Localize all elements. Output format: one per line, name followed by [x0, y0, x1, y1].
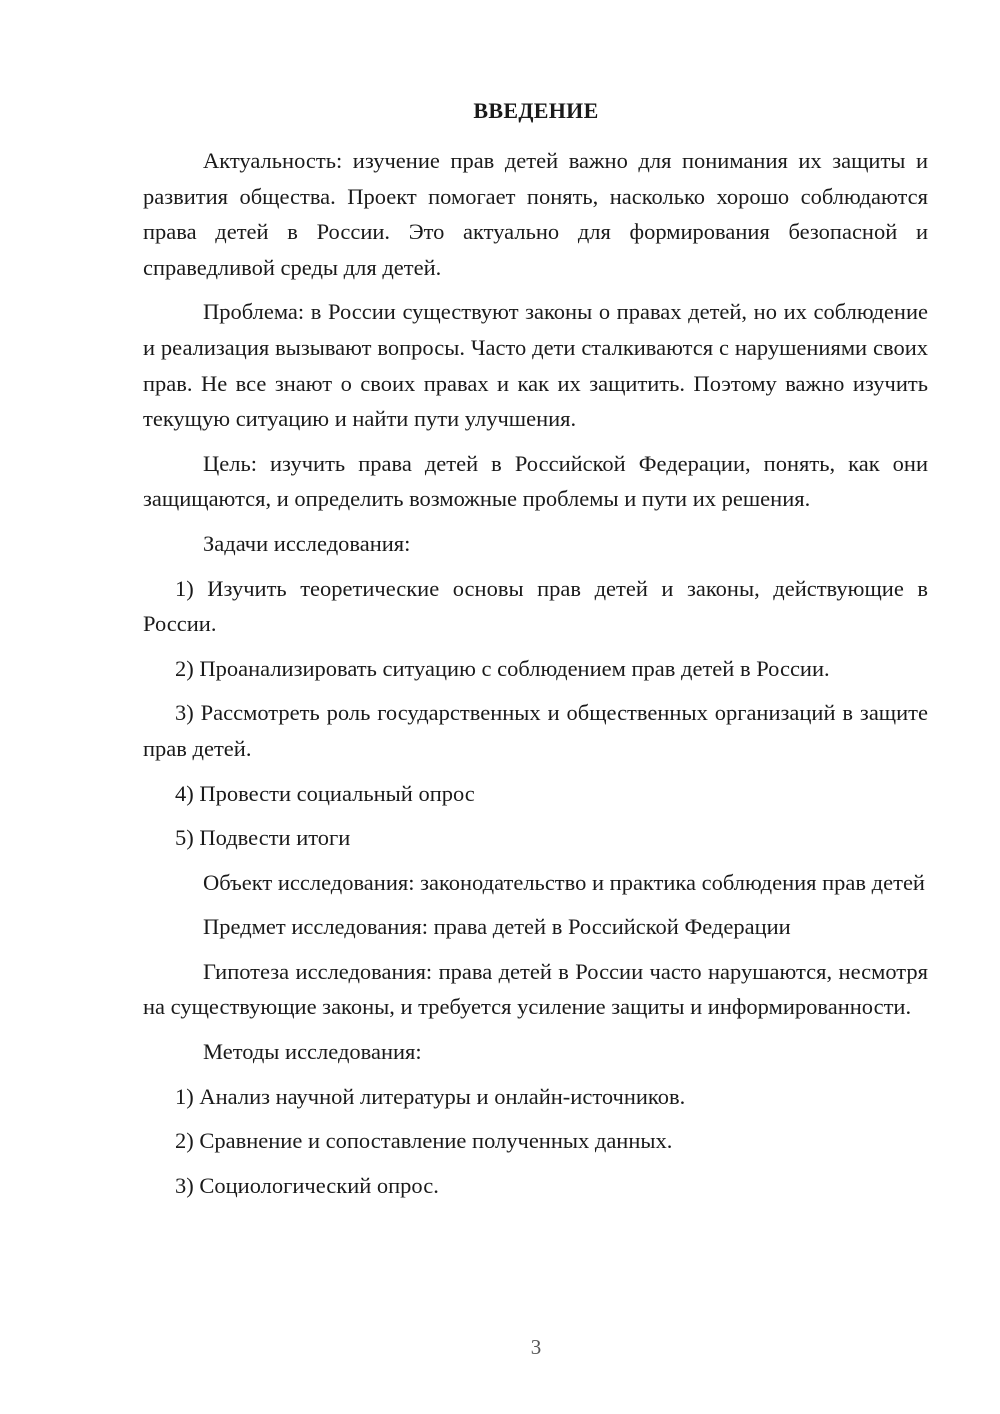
- section-title: ВВЕДЕНИЕ: [473, 98, 599, 123]
- task-item-3: 3) Рассмотреть роль государственных и общественных организаций в защите прав детей.: [143, 700, 928, 761]
- paragraph-subject: Предмет исследования: права детей в Российской Федерации: [203, 914, 791, 940]
- task-item-1: 1) Изучить теоретические основы прав детей и законы, действующие в России.: [143, 575, 928, 637]
- task-item-5: 5) Подвести итоги: [175, 825, 351, 851]
- paragraph-tasks-heading: Задачи исследования:: [203, 530, 411, 556]
- paragraph-relevance: Актуальность: изучение прав детей важно для понимания их защиты и развития общества. Проект помогает понять, насколько хорошо соблюдаются права детей в России. Это актуально для формирования безопасной и справедливой среды для детей.: [143, 148, 928, 280]
- method-item-1: 1) Анализ научной литературы и онлайн-источников.: [175, 1083, 686, 1109]
- method-item-2: 2) Сравнение и сопоставление полученных данных.: [175, 1128, 673, 1154]
- page-number: 3: [530, 1335, 542, 1359]
- paragraph-hypothesis: Гипотеза исследования: права детей в России часто нарушаются, несмотря на существующие законы, и требуется усиление защиты и информированности.: [143, 958, 928, 1020]
- paragraph-problem: Проблема: в России существуют законы о правах детей, но их соблюдение и реализация вызывают вопросы. Часто дети сталкиваются с нарушениями своих прав. Не все знают о своих правах и как их защитить. Поэтому важно изучить текущую ситуацию и найти пути улучшения.: [143, 299, 928, 432]
- task-item-4: 4) Провести социальный опрос: [175, 780, 475, 806]
- method-item-3: 3) Социологический опрос.: [175, 1172, 439, 1198]
- task-item-2: 2) Проанализировать ситуацию с соблюдением прав детей в России.: [175, 655, 830, 681]
- document-body: [143, 143, 928, 1212]
- paragraph-object: Объект исследования: законодательство и практика соблюдения прав детей: [203, 869, 925, 895]
- paragraph-goal: Цель: изучить права детей в Российской Федерации, понять, как они защищаются, и определить возможные проблемы и пути их решения.: [143, 450, 928, 512]
- paragraph-methods-heading: Методы исследования:: [203, 1039, 422, 1065]
